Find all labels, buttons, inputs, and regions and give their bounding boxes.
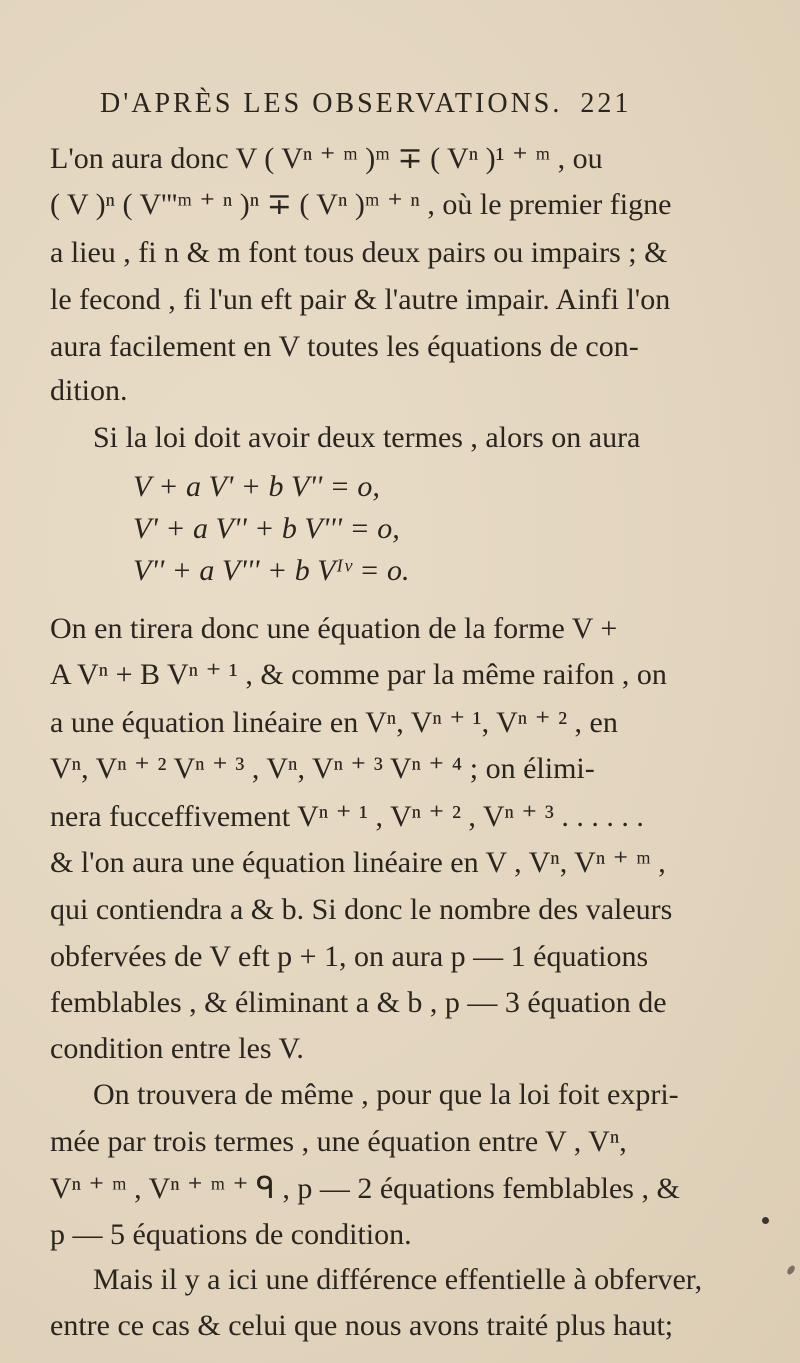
ink-spot bbox=[762, 1217, 769, 1224]
text-line: le fecond , fi l'un eft pair & l'autre impair. Ainfi l'on bbox=[50, 283, 671, 316]
text-line: a une équation linéaire en Vⁿ, Vⁿ ⁺ ¹, Vⁿ ⁺ ² , en bbox=[50, 706, 618, 739]
text-line: p — 5 équations de condition. bbox=[50, 1218, 412, 1251]
text-line: A Vⁿ + B Vⁿ ⁺ ¹ , & comme par la même raifon , on bbox=[50, 658, 667, 691]
equation-line: V + a V' + b V'' = o, bbox=[133, 470, 380, 503]
text-line: Vⁿ ⁺ ᵐ , Vⁿ ⁺ ᵐ ⁺ ᑫ , p — 2 équations femblables , & bbox=[50, 1172, 680, 1205]
running-title: D'APRÈS LES OBSERVATIONS. bbox=[100, 88, 563, 119]
page-header bbox=[100, 88, 760, 120]
page-number: 221 bbox=[580, 88, 632, 119]
text-line: a lieu , fi n & m font tous deux pairs ou impairs ; & bbox=[50, 236, 668, 269]
text-line: ( V )ⁿ ( V'''ᵐ ⁺ ⁿ )ⁿ ∓ ( Vⁿ )ᵐ ⁺ ⁿ , où le premier figne bbox=[50, 188, 672, 221]
text-line: femblables , & éliminant a & b , p — 3 équation de bbox=[50, 986, 667, 1019]
text-line: entre ce cas & celui que nous avons traité plus haut; bbox=[50, 1309, 674, 1342]
text-line: & l'on aura une équation linéaire en V , Vⁿ, Vⁿ ⁺ ᵐ , bbox=[50, 846, 666, 879]
text-line: obfervées de V eft p + 1, on aura p — 1 équations bbox=[50, 940, 649, 973]
equation-line: V' + a V'' + b V''' = o, bbox=[133, 512, 400, 545]
text-line: Vⁿ, Vⁿ ⁺ ² Vⁿ ⁺ ³ , Vⁿ, Vⁿ ⁺ ³ Vⁿ ⁺ ⁴ ; on élimi- bbox=[50, 752, 595, 785]
ink-spot bbox=[786, 1264, 797, 1276]
text-line: L'on aura donc V ( Vⁿ ⁺ ᵐ )ᵐ ∓ ( Vⁿ )¹ ⁺ ᵐ , ou bbox=[50, 142, 603, 175]
text-line: mée par trois termes , une équation entre V , Vⁿ, bbox=[50, 1125, 627, 1158]
text-line: aura facilement en V toutes les équations de con- bbox=[50, 330, 639, 363]
text-line: dition. bbox=[50, 374, 128, 407]
text-line: condition entre les V. bbox=[50, 1032, 304, 1065]
text-line: Si la loi doit avoir deux termes , alors on aura bbox=[93, 421, 641, 454]
equation-line: V'' + a V''' + b Vᴵᵛ = o. bbox=[133, 554, 410, 587]
text-line: qui contiendra a & b. Si donc le nombre des valeurs bbox=[50, 893, 673, 926]
text-line: nera fucceffivement Vⁿ ⁺ ¹ , Vⁿ ⁺ ² , Vⁿ ⁺ ³ . . . . . . bbox=[50, 800, 644, 833]
text-line: On en tirera donc une équation de la forme V + bbox=[50, 612, 618, 645]
text-line: Mais il y a ici une différence effentielle à obferver, bbox=[93, 1263, 703, 1296]
text-line: On trouvera de même , pour que la loi foit expri- bbox=[93, 1078, 679, 1111]
